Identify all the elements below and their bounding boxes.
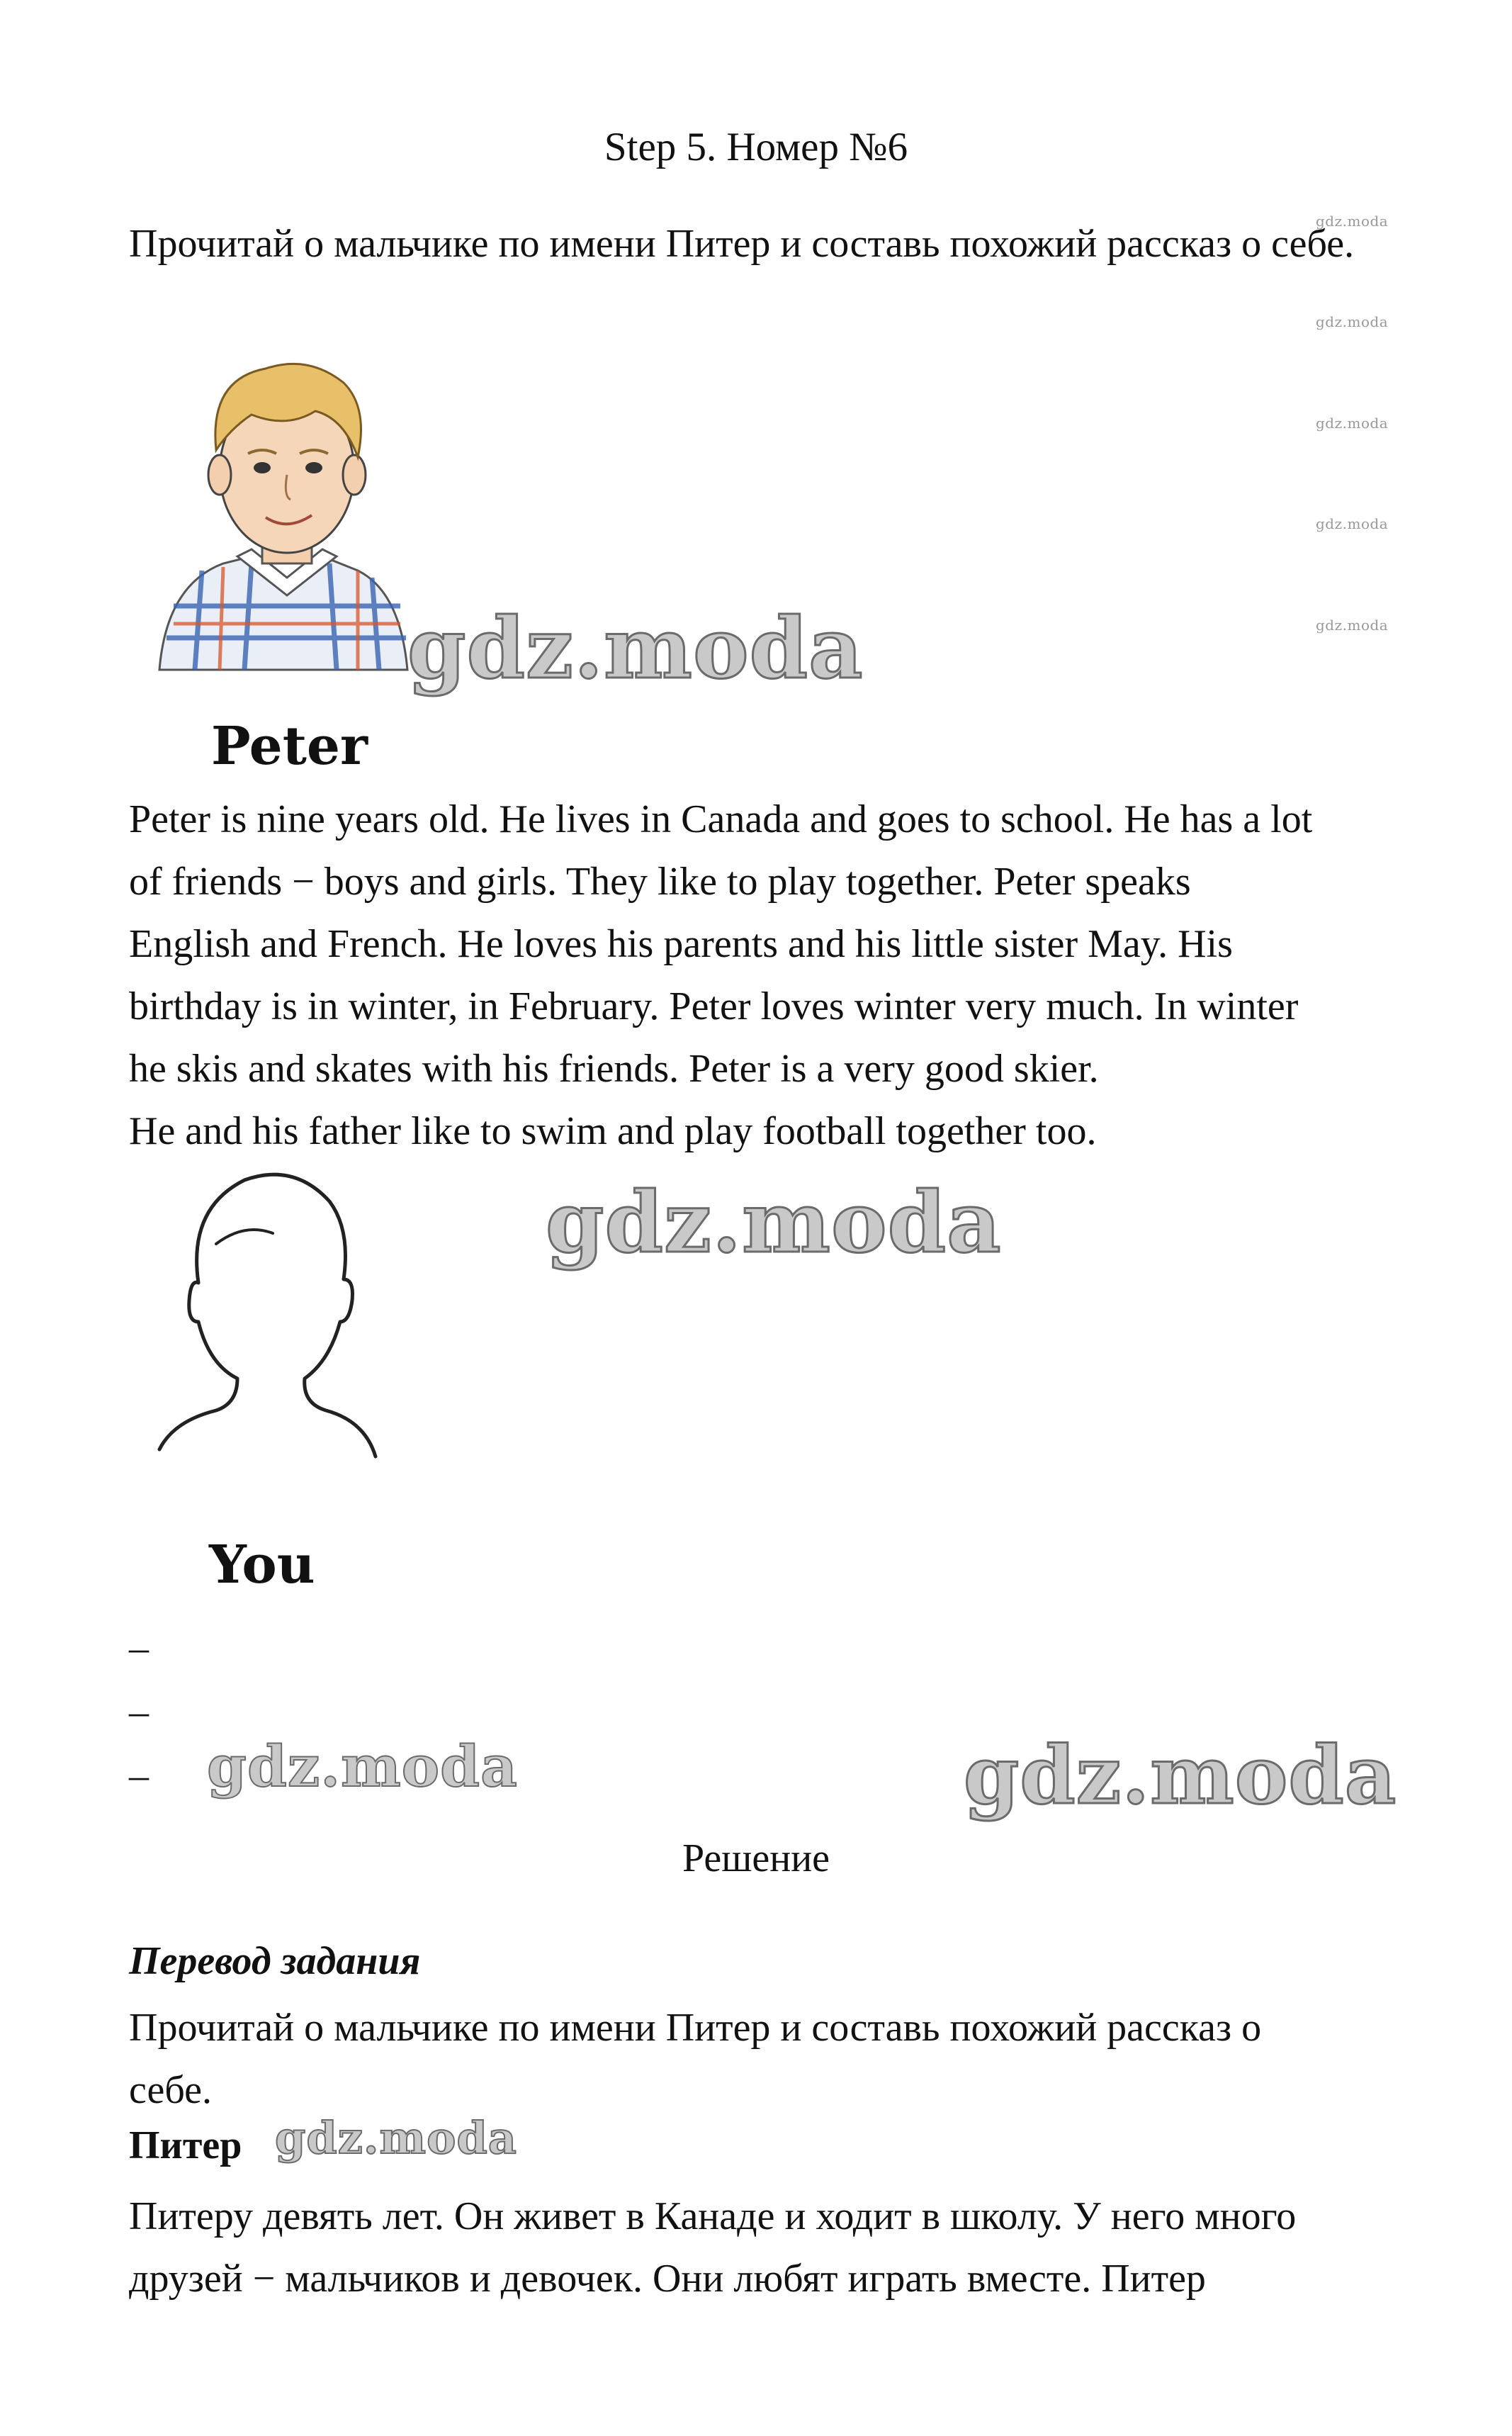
story-line: of friends − boys and girls. They like to play together. Peter speaks	[129, 860, 1191, 904]
watermark-small: gdz.moda	[1316, 415, 1389, 432]
watermark-small: gdz.moda	[1316, 515, 1389, 532]
watermark-medium: gdz.moda	[207, 1733, 518, 1800]
story-line-ru: Питеру девять лет. Он живет в Канаде и ходит в школу. У него много	[129, 2194, 1297, 2238]
peter-caption: Peter	[211, 716, 368, 777]
peter-heading-ru: Питер	[129, 2123, 242, 2167]
peter-story	[129, 788, 1404, 1162]
task-text: Прочитай о мальчике по имени Питер и составь похожий рассказ о себе.	[129, 222, 1355, 266]
watermark-large: gdz.moda	[964, 1729, 1397, 1822]
watermark-small: gdz.moda	[1316, 313, 1389, 330]
watermark-large: gdz.moda	[546, 1173, 1002, 1272]
story-line: he skis and skates with his friends. Peter is a very good skier.	[129, 1047, 1099, 1091]
answer-line-dash: –	[129, 1626, 149, 1670]
story-line-ru: друзей − мальчиков и девочек. Они любят играть вместе. Питер	[129, 2257, 1206, 2301]
translation-heading: Перевод задания	[129, 1939, 421, 1983]
translation-task	[129, 1997, 1404, 2121]
story-line: He and his father like to swim and play football together too.	[129, 1109, 1097, 1153]
solution-label: Решение	[682, 1836, 830, 1880]
watermark-medium: gdz.moda	[275, 2112, 517, 2164]
watermark-large: gdz.moda	[407, 599, 864, 697]
you-caption: You	[209, 1534, 315, 1595]
silhouette-illustration	[138, 1166, 386, 1464]
peter-illustration	[145, 351, 414, 677]
story-line: Peter is nine years old. He lives in Canada and goes to school. He has a lot	[129, 797, 1313, 841]
page-title: Step 5. Номер №6	[604, 125, 908, 169]
task-line: Прочитай о мальчике по имени Питер и составь похожий рассказ о	[129, 2006, 1262, 2050]
watermark-small: gdz.moda	[1316, 617, 1389, 634]
task-line: себе.	[129, 2068, 213, 2112]
answer-line-dash: –	[129, 1690, 149, 1734]
watermark-small: gdz.moda	[1316, 213, 1389, 230]
story-line: birthday is in winter, in February. Peter loves winter very much. In winter	[129, 984, 1299, 1028]
answer-line-dash: –	[129, 1753, 149, 1797]
story-line: English and French. He loves his parents and his little sister May. His	[129, 922, 1233, 966]
translation-story	[129, 2185, 1404, 2310]
